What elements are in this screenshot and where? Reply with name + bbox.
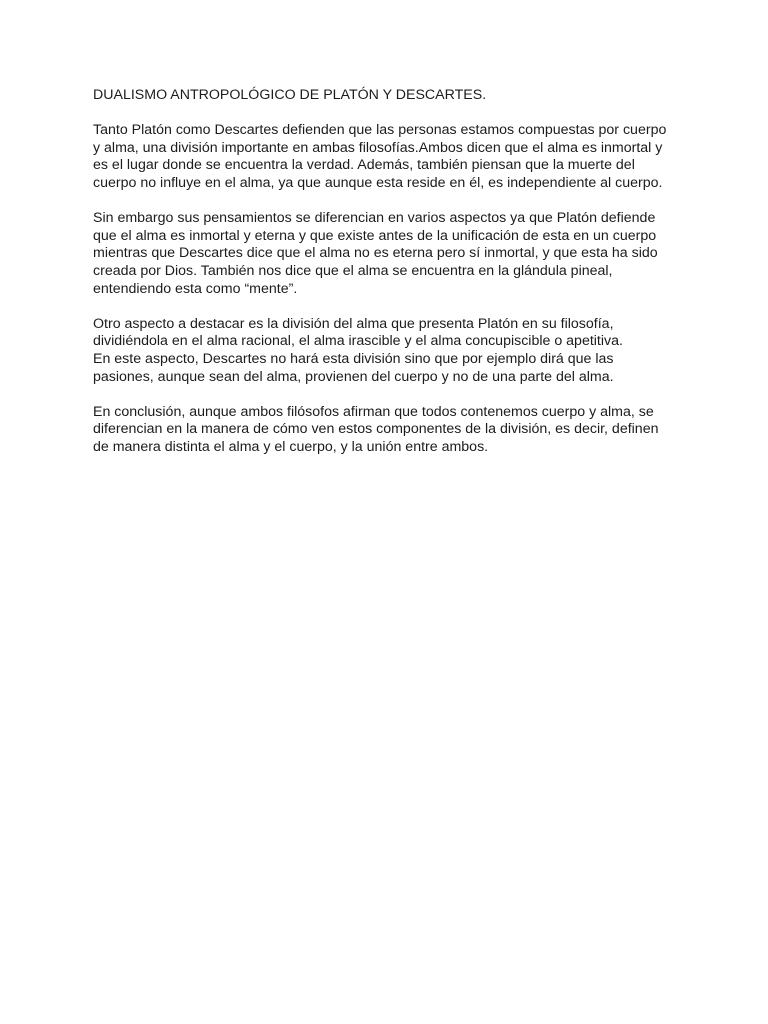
text-line: cuerpo no influye en el alma, ya que aunque esta reside en él, es independiente al cuerpo. bbox=[93, 174, 663, 191]
text-line: mientras que Descartes dice que el alma no es eterna pero sí inmortal, y que esta ha sido bbox=[93, 245, 658, 262]
paragraph-3 bbox=[93, 316, 683, 386]
text-line: dividiéndola en el alma racional, el alma irascible y el alma concupiscible o apetitiva. bbox=[93, 333, 623, 350]
text-line: de manera distinta el alma y el cuerpo, y la unión entre ambos. bbox=[93, 438, 489, 455]
text-line: diferencian en la manera de cómo ven estos componentes de la división, es decir, definen bbox=[93, 421, 659, 438]
text-line: En conclusión, aunque ambos filósofos afirman que todos contenemos cuerpo y alma, se bbox=[93, 403, 654, 420]
document-body bbox=[93, 87, 683, 474]
text-line: En este aspecto, Descartes no hará esta división sino que por ejemplo dirá que las bbox=[93, 350, 614, 367]
document-title: DUALISMO ANTROPOLÓGICO DE PLATÓN Y DESCARTES. bbox=[93, 87, 487, 103]
text-line: Sin embargo sus pensamientos se diferencian en varios aspectos ya que Platón defiende bbox=[93, 210, 656, 227]
text-line: creada por Dios. También nos dice que el alma se encuentra en la glándula pineal, bbox=[93, 262, 613, 279]
text-line: Tanto Platón como Descartes defienden que las personas estamos compuestas por cuerpo bbox=[93, 122, 667, 139]
text-line: Otro aspecto a destacar es la división del alma que presenta Platón en su filosofía, bbox=[93, 315, 614, 332]
paragraph-4 bbox=[93, 404, 683, 457]
text-line: entendiendo esta como “mente”. bbox=[93, 280, 298, 297]
text-line: que el alma es inmortal y eterna y que existe antes de la unificación de esta en un cuerpo bbox=[93, 227, 657, 244]
paragraph-1 bbox=[93, 122, 683, 192]
text-line: es el lugar donde se encuentra la verdad. Además, también piensan que la muerte del bbox=[93, 157, 635, 174]
text-line: pasiones, aunque sean del alma, provienen del cuerpo y no de una parte del alma. bbox=[93, 368, 614, 385]
paragraph-2 bbox=[93, 210, 683, 298]
text-line: y alma, una división importante en ambas filosofías.Ambos dicen que el alma es inmortal y bbox=[93, 139, 663, 156]
